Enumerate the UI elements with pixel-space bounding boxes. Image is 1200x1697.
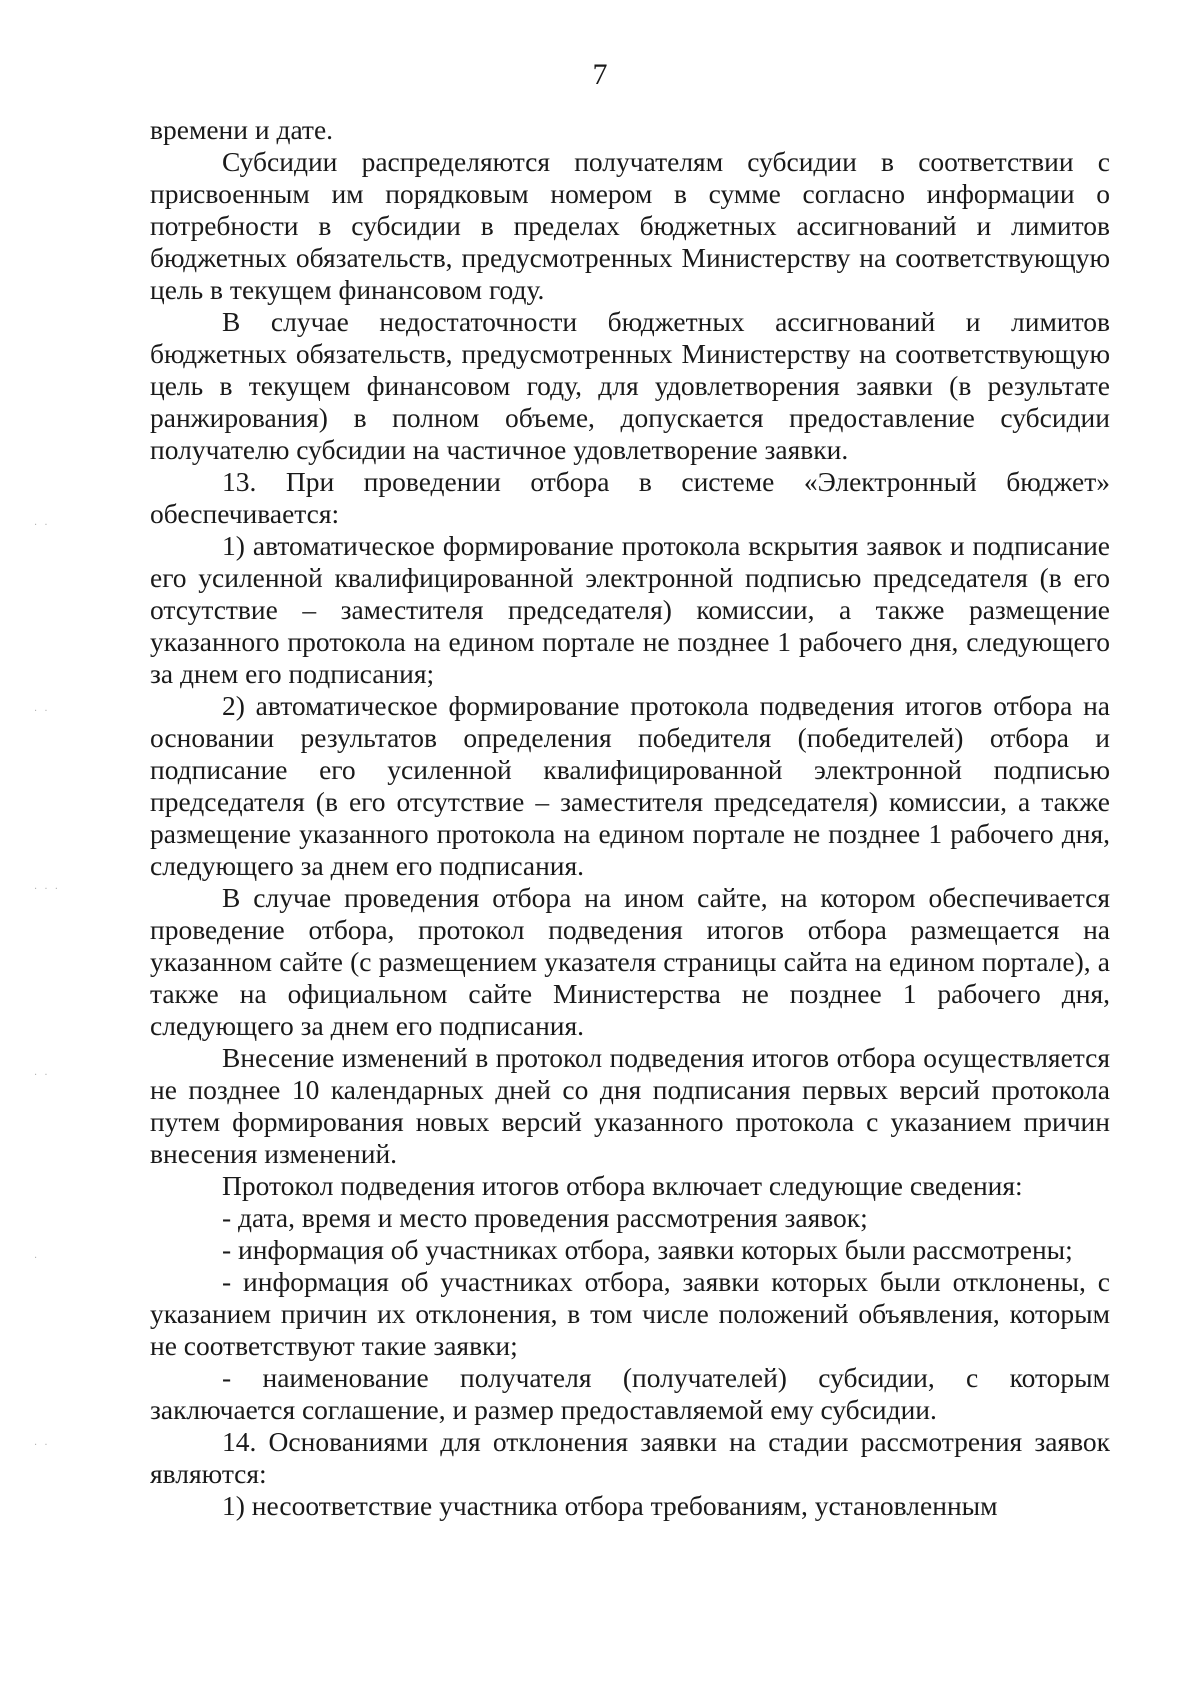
scan-margin-mark: · <box>34 1253 40 1264</box>
paragraph-item-14-1: 1) несоответствие участника отбора требованиям, установленным <box>222 1490 998 1521</box>
list-item: - информация об участниках отбора, заявки которых были рассмотрены; <box>222 1234 1073 1265</box>
paragraph-item-14: 14. Основаниями для отклонения заявки на стадии рассмотрения заявок являются: <box>150 1426 1110 1489</box>
paragraph-other-site: В случае проведения отбора на ином сайте, на котором обеспечивается проведение отбора, протокол подведения итогов отбора размещается на указанном сайте (с размещением указателя страницы сайта на едином портале), а также на официальном сайте Министерства не позднее 1 рабочего дня, следующего за днем его подписания. <box>150 882 1110 1041</box>
paragraph-continuation: времени и дате. <box>150 114 334 145</box>
list-item: - наименование получателя (получателей) субсидии, с которым заключается соглашение, и размер предоставляемой ему субсидии. <box>150 1362 1110 1425</box>
scan-margin-mark: · · <box>34 1070 50 1081</box>
paragraph-insufficient-funds: В случае недостаточности бюджетных ассигнований и лимитов бюджетных обязательств, предусмотренных Министерству на соответствующую цель в текущем финансовом году, для удовлетворения заявки (в результате ранжирования) в полном объеме, допускается предоставление субсидии получателю субсидии на частичное удовлетворение заявки. <box>150 306 1110 465</box>
scan-margin-mark: · · <box>34 520 50 531</box>
scan-margin-mark: · · <box>34 1440 50 1451</box>
paragraph-protocol-contents: Протокол подведения итогов отбора включает следующие сведения: <box>222 1170 1023 1201</box>
paragraph-item-13-2: 2) автоматическое формирование протокола подведения итогов отбора на основании результатов определения победителя (победителей) отбора и подписание его усиленной квалифицированной электронной подписью председателя (в его отсутствие – заместителя председателя) комиссии, а также размещение указанного протокола на едином портале не позднее 1 рабочего дня, следующего за днем его подписания. <box>150 690 1110 881</box>
paragraph-subsidy-distribution: Субсидии распределяются получателям субсидии в соответствии с присвоенным им порядковым номером в сумме согласно информации о потребности в субсидии в пределах бюджетных ассигнований и лимитов бюджетных обязательств, предусмотренных Министерству на соответствующую цель в текущем финансовом году. <box>150 146 1110 305</box>
paragraph-item-13-1: 1) автоматическое формирование протокола вскрытия заявок и подписание его усиленной квалифицированной электронной подписью председателя (в его отсутствие – заместителя председателя) комиссии, а также размещение указанного протокола на едином портале не позднее 1 рабочего дня, следующего за днем его подписания; <box>150 530 1110 689</box>
page-number: 7 <box>592 58 608 91</box>
scan-margin-mark: · · <box>34 706 50 717</box>
paragraph-protocol-changes: Внесение изменений в протокол подведения итогов отбора осуществляется не позднее 10 календарных дней со дня подписания первых версий протокола путем формирования новых версий указанного протокола с указанием причин внесения изменений. <box>150 1042 1110 1169</box>
list-item: - информация об участниках отбора, заявки которых были отклонены, с указанием причин их отклонения, в том числе положений объявления, которым не соответствуют такие заявки; <box>150 1266 1110 1361</box>
document-body <box>150 114 1110 1522</box>
paragraph-item-13: 13. При проведении отбора в системе «Электронный бюджет» обеспечивается: <box>150 466 1110 529</box>
scan-margin-mark: · · · <box>34 884 60 895</box>
list-item: - дата, время и место проведения рассмотрения заявок; <box>222 1202 868 1233</box>
